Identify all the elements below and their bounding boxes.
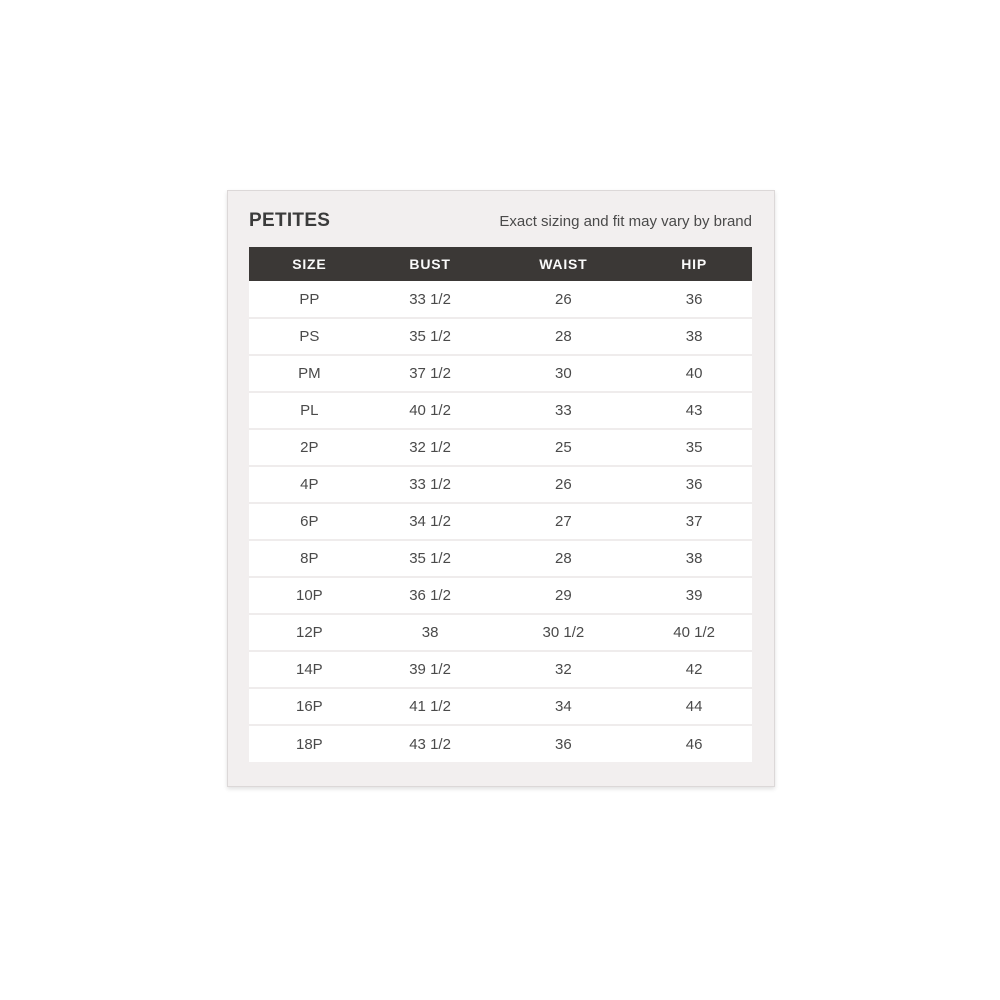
table-row: [249, 688, 752, 725]
table-cell: 2P: [249, 429, 370, 466]
table-cell: 43: [636, 392, 752, 429]
table-cell: 33 1/2: [370, 281, 491, 318]
table-row: [249, 429, 752, 466]
table-cell: 35 1/2: [370, 540, 491, 577]
table-row: [249, 503, 752, 540]
size-chart-table: [249, 247, 752, 762]
column-header-bust: BUST: [370, 247, 491, 281]
table-cell: 38: [370, 614, 491, 651]
table-cell: 10P: [249, 577, 370, 614]
column-header-hip: HIP: [636, 247, 752, 281]
table-cell: 40 1/2: [636, 614, 752, 651]
table-cell: 26: [490, 466, 636, 503]
table-row: [249, 355, 752, 392]
table-cell: 36: [636, 466, 752, 503]
table-cell: 34 1/2: [370, 503, 491, 540]
sizing-disclaimer-note: Exact sizing and fit may vary by brand: [499, 212, 752, 230]
table-cell: 38: [636, 318, 752, 355]
table-cell: 27: [490, 503, 636, 540]
table-cell: 35 1/2: [370, 318, 491, 355]
table-cell: 35: [636, 429, 752, 466]
table-cell: 12P: [249, 614, 370, 651]
table-cell: 6P: [249, 503, 370, 540]
table-cell: 4P: [249, 466, 370, 503]
table-cell: 37: [636, 503, 752, 540]
table-cell: 36: [490, 725, 636, 762]
table-cell: PP: [249, 281, 370, 318]
table-cell: 32 1/2: [370, 429, 491, 466]
table-row: [249, 540, 752, 577]
table-cell: 29: [490, 577, 636, 614]
table-cell: 43 1/2: [370, 725, 491, 762]
column-header-size: SIZE: [249, 247, 370, 281]
table-cell: 32: [490, 651, 636, 688]
table-cell: 28: [490, 540, 636, 577]
table-row: [249, 614, 752, 651]
table-cell: 34: [490, 688, 636, 725]
table-header-row: [249, 247, 752, 281]
column-header-waist: WAIST: [490, 247, 636, 281]
table-cell: 30: [490, 355, 636, 392]
size-chart-card: [227, 190, 775, 787]
page-title: PETITES: [249, 210, 331, 231]
table-cell: 16P: [249, 688, 370, 725]
table-row: [249, 725, 752, 762]
table-row: [249, 281, 752, 318]
table-cell: 36 1/2: [370, 577, 491, 614]
table-cell: 14P: [249, 651, 370, 688]
table-cell: 30 1/2: [490, 614, 636, 651]
table-cell: 39: [636, 577, 752, 614]
table-cell: 26: [490, 281, 636, 318]
table-cell: 41 1/2: [370, 688, 491, 725]
table-cell: 36: [636, 281, 752, 318]
table-cell: 37 1/2: [370, 355, 491, 392]
table-row: [249, 651, 752, 688]
table-cell: 44: [636, 688, 752, 725]
table-cell: PM: [249, 355, 370, 392]
table-cell: 39 1/2: [370, 651, 491, 688]
table-cell: 28: [490, 318, 636, 355]
table-row: [249, 318, 752, 355]
size-chart-body: [249, 281, 752, 762]
table-cell: 33: [490, 392, 636, 429]
table-cell: 40 1/2: [370, 392, 491, 429]
table-cell: PS: [249, 318, 370, 355]
table-cell: 46: [636, 725, 752, 762]
table-cell: 8P: [249, 540, 370, 577]
table-cell: 25: [490, 429, 636, 466]
table-row: [249, 577, 752, 614]
table-cell: 40: [636, 355, 752, 392]
size-chart-header: [249, 208, 752, 232]
table-cell: PL: [249, 392, 370, 429]
table-cell: 38: [636, 540, 752, 577]
table-row: [249, 392, 752, 429]
table-row: [249, 466, 752, 503]
table-cell: 42: [636, 651, 752, 688]
table-cell: 18P: [249, 725, 370, 762]
table-cell: 33 1/2: [370, 466, 491, 503]
